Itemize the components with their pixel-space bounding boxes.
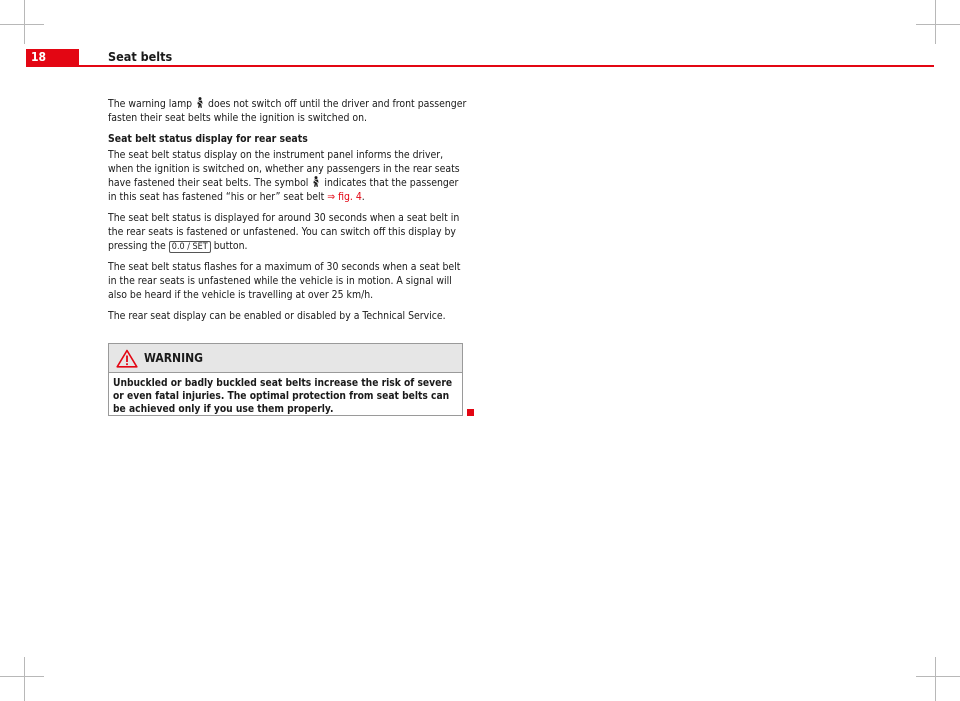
figure-reference-link[interactable]: ⇒ fig. 4 <box>327 191 362 203</box>
crop-mark <box>935 0 936 44</box>
header-rule <box>26 65 934 67</box>
set-button-key-label: 0.0 / SET <box>169 241 211 253</box>
warning-triangle-icon <box>116 349 138 368</box>
crop-mark <box>0 24 44 25</box>
crop-mark <box>916 24 960 25</box>
paragraph-text: indicates that the passenger in this seat has fastened “his or her” seat belt <box>108 177 459 203</box>
paragraph-text: . <box>361 191 365 203</box>
warning-title: WARNING <box>144 351 203 365</box>
paragraph-text: The seat belt status is displayed for around 30 seconds when a seat belt in the rear seats is fastened or unfastened. You can switch off this display by pressing the <box>108 212 460 252</box>
paragraph-text: does not switch off until the driver and front passenger fasten their seat belts while the ignition is switched on. <box>108 98 467 124</box>
crop-mark <box>916 676 960 677</box>
paragraph-text: The seat belt status display on the instrument panel informs the driver, when the ignition is switched on, whether any passengers in the rear seats have fastened their seat belts. The symbol <box>108 149 460 189</box>
paragraph-warning-lamp <box>108 97 468 125</box>
page-number: 18 <box>26 49 79 65</box>
paragraph-rear-display: The rear seat display can be enabled or disabled by a Technical Service. <box>108 310 446 322</box>
warning-header <box>109 344 462 373</box>
seat-belt-icon <box>196 97 204 108</box>
crop-mark <box>0 676 44 677</box>
body-content <box>108 97 468 330</box>
warning-text: Unbuckled or badly buckled seat belts increase the risk of severe or even fatal injuries. The optimal protection from seat belts can be achieved only if you use them properly. <box>113 378 453 415</box>
end-of-section-marker <box>467 409 474 416</box>
paragraph-text: The warning lamp <box>108 98 193 110</box>
crop-mark <box>24 657 25 701</box>
paragraph-text: button. <box>213 240 248 252</box>
section-title: Seat belts <box>108 49 173 64</box>
crop-mark <box>24 0 25 44</box>
paragraph-status-flashes: The seat belt status flashes for a maximum of 30 seconds when a seat belt in the rear seats is unfastened while the vehicle is in motion. A signal will also be heard if the vehicle is travelling at over 25 km/h. <box>108 261 461 301</box>
warning-box <box>108 343 463 416</box>
paragraph-display-duration <box>108 211 468 253</box>
crop-mark <box>935 657 936 701</box>
paragraph-status-display <box>108 148 468 204</box>
subheading: Seat belt status display for rear seats <box>108 133 308 145</box>
seat-belt-icon <box>312 176 320 187</box>
